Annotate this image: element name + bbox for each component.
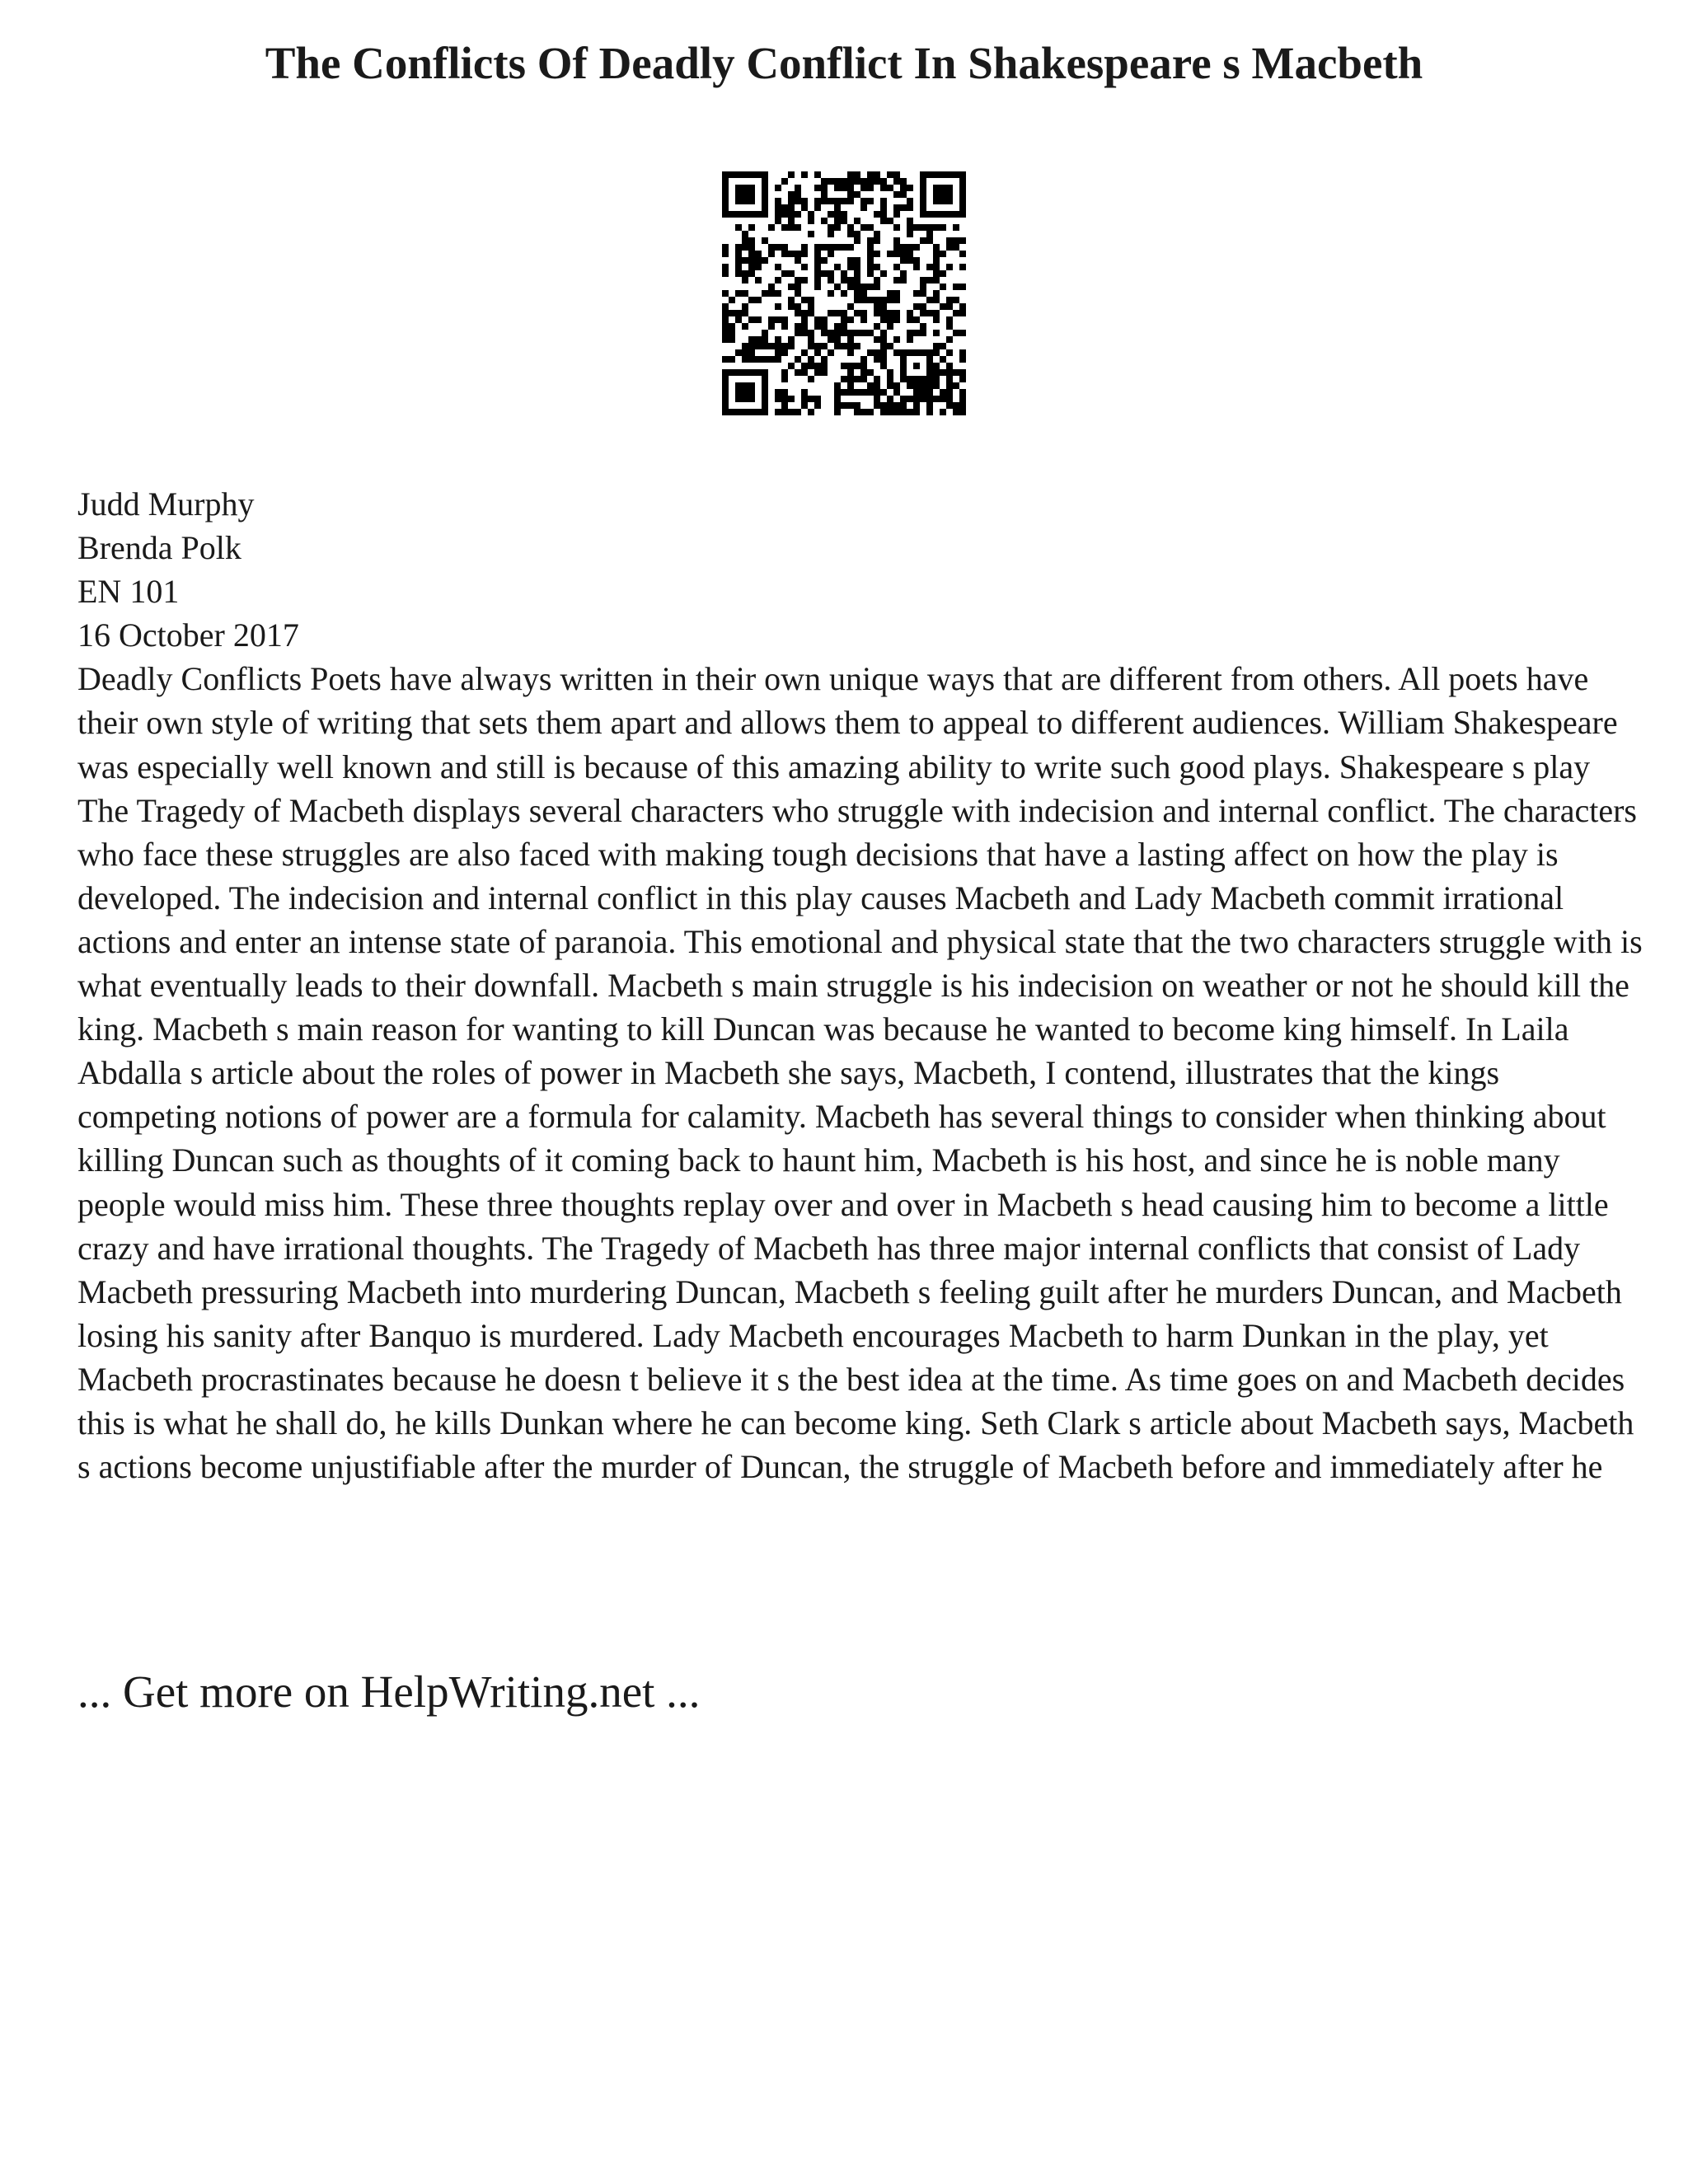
author-name: Judd Murphy — [77, 485, 255, 523]
essay-paragraph: Deadly Conflicts Poets have always written in their own unique ways that are different from others. All poets have their own style of writing that sets them apart and allows them to appeal to different audiences. William Shakespeare was especially well known and still is because of this amazing ability to write such good plays. Shakespeare s play The Tragedy of Macbeth displays several characters who struggle with indecision and internal conflict. The characters who face these struggles are also faced with making tough decisions that have a lasting affect on how the play is developed. The indecision and internal conflict in this play causes Macbeth and Lady Macbeth commit irrational actions and enter an intense state of paranoia. This emotional and physical state that the two characters struggle with is what eventually leads to their downfall. Macbeth s main struggle is his indecision on weather or not he should kill the king. Macbeth s main reason for wanting to kill Duncan was because he wanted to become king himself. In Laila Abdalla s article about the roles of power in Macbeth she says, Macbeth, I contend, illustrates that the kings competing notions of power are a formula for calamity. Macbeth has several things to consider when thinking about killing Duncan such as thoughts of it coming back to haunt him, Macbeth is his host, and since he is noble many people would miss him. These three thoughts replay over and over in Macbeth s head causing him to become a little crazy and have irrational thoughts. The Tragedy of Macbeth has three major internal conflicts that consist of Lady Macbeth pressuring Macbeth into murdering Duncan, Macbeth s feeling guilt after he murders Duncan, and Macbeth losing his sanity after Banquo is murdered. Lady Macbeth encourages Macbeth to harm Dunkan in the play, yet Macbeth procrastinates because he doesn t believe it s the best idea at the time. As time goes on and Macbeth decides this is what he shall do, he kills Dunkan where he can become king. Seth Clark s article about Macbeth says, Macbeth s actions become unjustifiable after the murder of Duncan, the struggle of Macbeth before and immediately after he — [77, 660, 1643, 1486]
course-code: EN 101 — [77, 573, 180, 611]
document-title: The Conflicts Of Deadly Conflict In Shakespeare s Macbeth — [265, 38, 1423, 88]
get-more-link[interactable]: ... Get more on HelpWriting.net ... — [77, 1666, 701, 1717]
instructor-name: Brenda Polk — [77, 529, 241, 567]
qr-code-icon — [722, 171, 966, 415]
qr-code-graphic — [722, 171, 966, 415]
document-date: 16 October 2017 — [77, 616, 299, 654]
document-body — [77, 482, 1643, 1488]
